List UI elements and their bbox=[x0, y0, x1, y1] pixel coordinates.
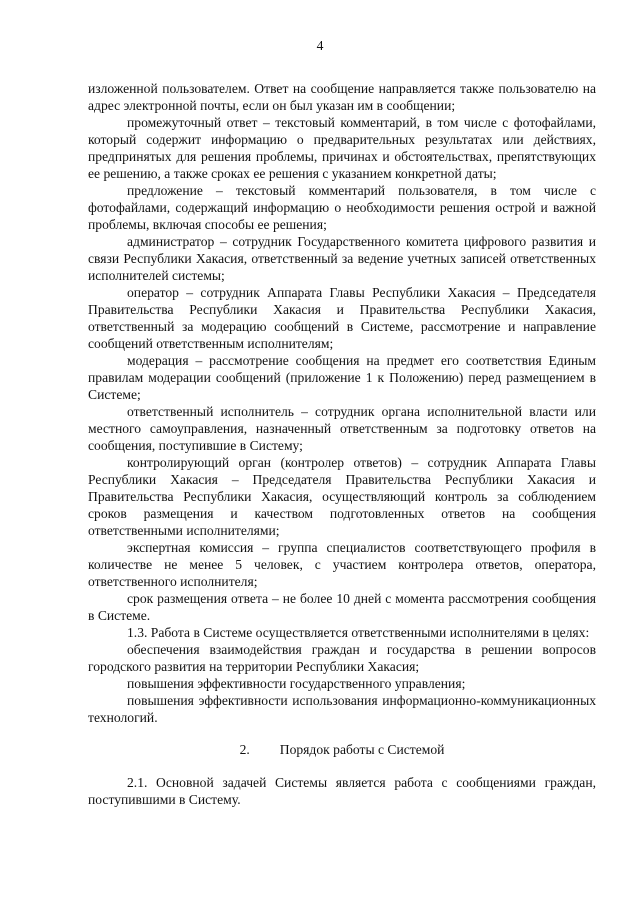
paragraph: предложение – текстовый комментарий пользователя, в том числе с фотофайлами, содержащий информацию о необходимости решения острой и важной проблемы, включая способы ее решения; bbox=[88, 183, 596, 232]
paragraph: ответственный исполнитель – сотрудник органа исполнительной власти или местного самоуправления, назначенный ответственным за подготовку ответов на сообщения, поступившие в Систему; bbox=[88, 404, 596, 453]
paragraph: 2.1. Основной задачей Системы является работа с сообщениями граждан, поступившими в Систему. bbox=[88, 775, 596, 807]
paragraph: 1.3. Работа в Системе осуществляется ответственными исполнителями в целях: bbox=[127, 625, 590, 640]
paragraph: оператор – сотрудник Аппарата Главы Республики Хакасия – Председателя Правительства Республики Хакасия и Правительства Республики Хакасия, ответственный за модерацию сообщений в Системе, рассмотрение и направление сообщений ответственным исполнителям; bbox=[88, 285, 596, 351]
paragraph: контролирующий орган (контролер ответов) – сотрудник Аппарата Главы Республики Хакасия – Председателя Правительства Республики Хакасия и Правительства Республики Хакасия, осуществляющий контроль за соблюдением сроков размещения и качеством подготовленных ответов на сообщения ответственными исполнителями; bbox=[88, 455, 596, 538]
paragraph: промежуточный ответ – текстовый комментарий, в том числе с фотофайлами, который содержит информацию о предварительных результатах или действиях, предпринятых для решения проблемы, причинах и обстоятельствах, препятствующих ее решению, а также сроках ее решения с указанием конкретной даты; bbox=[88, 115, 596, 181]
paragraph: срок размещения ответа – не более 10 дней с момента рассмотрения сообщения в Системе. bbox=[88, 591, 596, 623]
document-body bbox=[88, 80, 596, 808]
paragraph: повышения эффективности использования информационно-коммуникационных технологий. bbox=[88, 693, 596, 725]
paragraph: повышения эффективности государственного управления; bbox=[127, 676, 466, 691]
paragraph: изложенной пользователем. Ответ на сообщение направляется также пользователю на адрес электронной почты, если он был указан им в сообщении; bbox=[88, 81, 596, 113]
paragraph: модерация – рассмотрение сообщения на предмет его соответствия Единым правилам модерации сообщений (приложение 1 к Положению) перед размещением в Системе; bbox=[88, 353, 596, 402]
paragraph: обеспечения взаимодействия граждан и государства в решении вопросов городского развития на территории Республики Хакасия; bbox=[88, 642, 596, 674]
section-title: Порядок работы с Системой bbox=[279, 742, 445, 757]
section-heading bbox=[88, 741, 596, 758]
paragraph: экспертная комиссия – группа специалистов соответствующего профиля в количестве не менее 5 человек, с участием контролера ответов, оператора, ответственного исполнителя; bbox=[88, 540, 596, 589]
section-number: 2. bbox=[239, 742, 250, 757]
paragraph: администратор – сотрудник Государственного комитета цифрового развития и связи Республики Хакасия, ответственный за ведение учетных записей ответственных исполнителей системы; bbox=[88, 234, 596, 283]
page-number: 4 bbox=[316, 38, 324, 53]
